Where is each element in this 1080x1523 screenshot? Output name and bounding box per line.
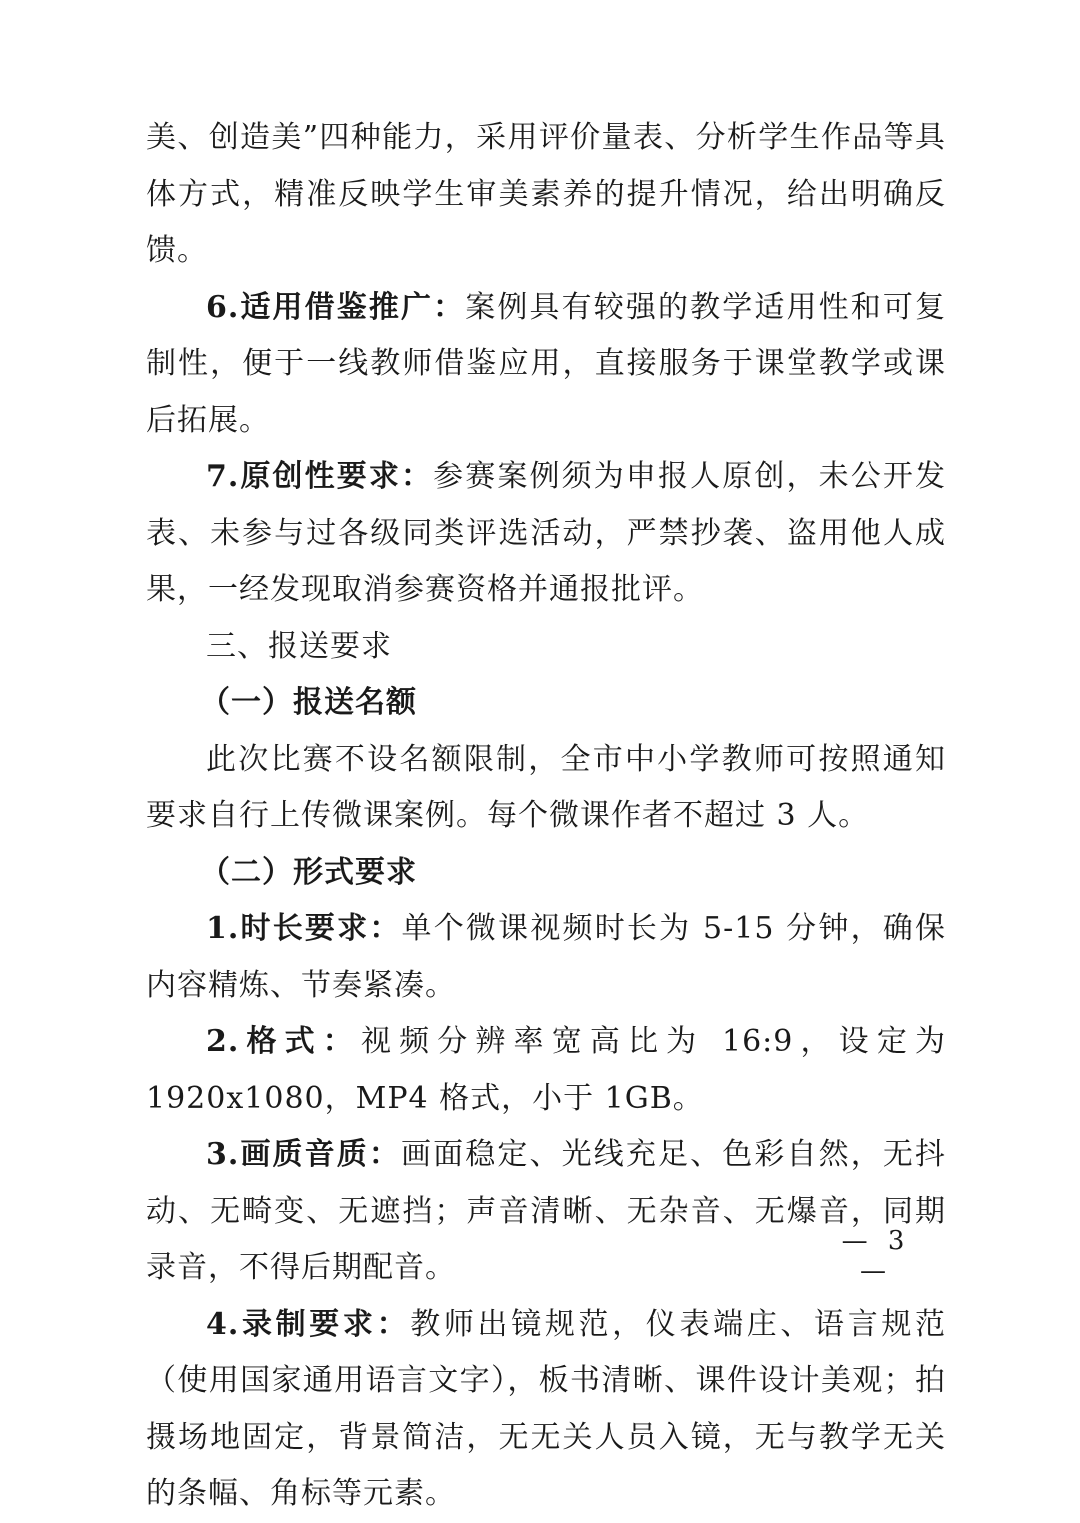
subsection-heading-quota: （一）报送名额 [200,685,417,720]
paragraph-lead: 4.录制要求： [206,1306,411,1342]
paragraph-lead: 3.画质音质： [206,1137,402,1172]
paragraph-text: 此次比赛不设名额限制，全市中小学教师可按照通知要求自行上传微课案例。每个微课作者不超过 3 人。 [146,741,946,833]
paragraph-text: 视频分辨率宽高比为 16:9，设定为 1920x1080，MP4 格式，小于 1GB。 [146,1024,946,1116]
paragraph-recording [146,1297,946,1523]
paragraph-lead: 2.格式： [206,1024,361,1059]
paragraph-quota [146,732,946,845]
paragraph-text: 案例具有较强的教学适用性和可复制性，便于一线教师借鉴应用，直接服务于课堂教学或课后拓展。 [146,289,946,438]
paragraph-duration [146,901,946,1014]
paragraph-lead: 6.适用借鉴推广： [206,289,466,325]
page-number: — 3 — [841,1226,911,1286]
paragraph-lead: 7.原创性要求： [206,459,434,494]
section-heading-submission: 三、报送要求 [206,628,392,664]
paragraph-applicability [146,280,946,450]
paragraph-aesthetic-evaluation [146,110,946,280]
document-body [146,110,946,1523]
paragraph-text: 单个微课视频时长为 5-15 分钟，确保内容精炼、节奏紧凑。 [146,911,946,1003]
paragraph-text: 画面稳定、光线充足、色彩自然，无抖动、无畸变、无遮挡；声音清晰、无杂音、无爆音，同期录音，不得后期配音。 [146,1137,946,1285]
paragraph-originality [146,449,946,619]
paragraph-text: 美、创造美”四种能力，采用评价量表、分析学生作品等具体方式，精准反映学生审美素养的提升情况，给出明确反馈。 [146,120,946,268]
paragraph-text: 参赛案例须为申报人原创，未公开发表、未参与过各级同类评选活动，严禁抄袭、盗用他人成果，一经发现取消参赛资格并通报批评。 [146,459,946,607]
paragraph-video-format [146,1014,946,1127]
subsection-heading-format: （二）形式要求 [200,854,417,890]
paragraph-text: 教师出镜规范，仪表端庄、语言规范（使用国家通用语言文字），板书清晰、课件设计美观；拍摄场地固定，背景简洁，无无关人员入镜，无与教学无关的条幅、角标等元素。 [146,1306,946,1511]
paragraph-lead: 1.时长要求： [206,911,402,946]
